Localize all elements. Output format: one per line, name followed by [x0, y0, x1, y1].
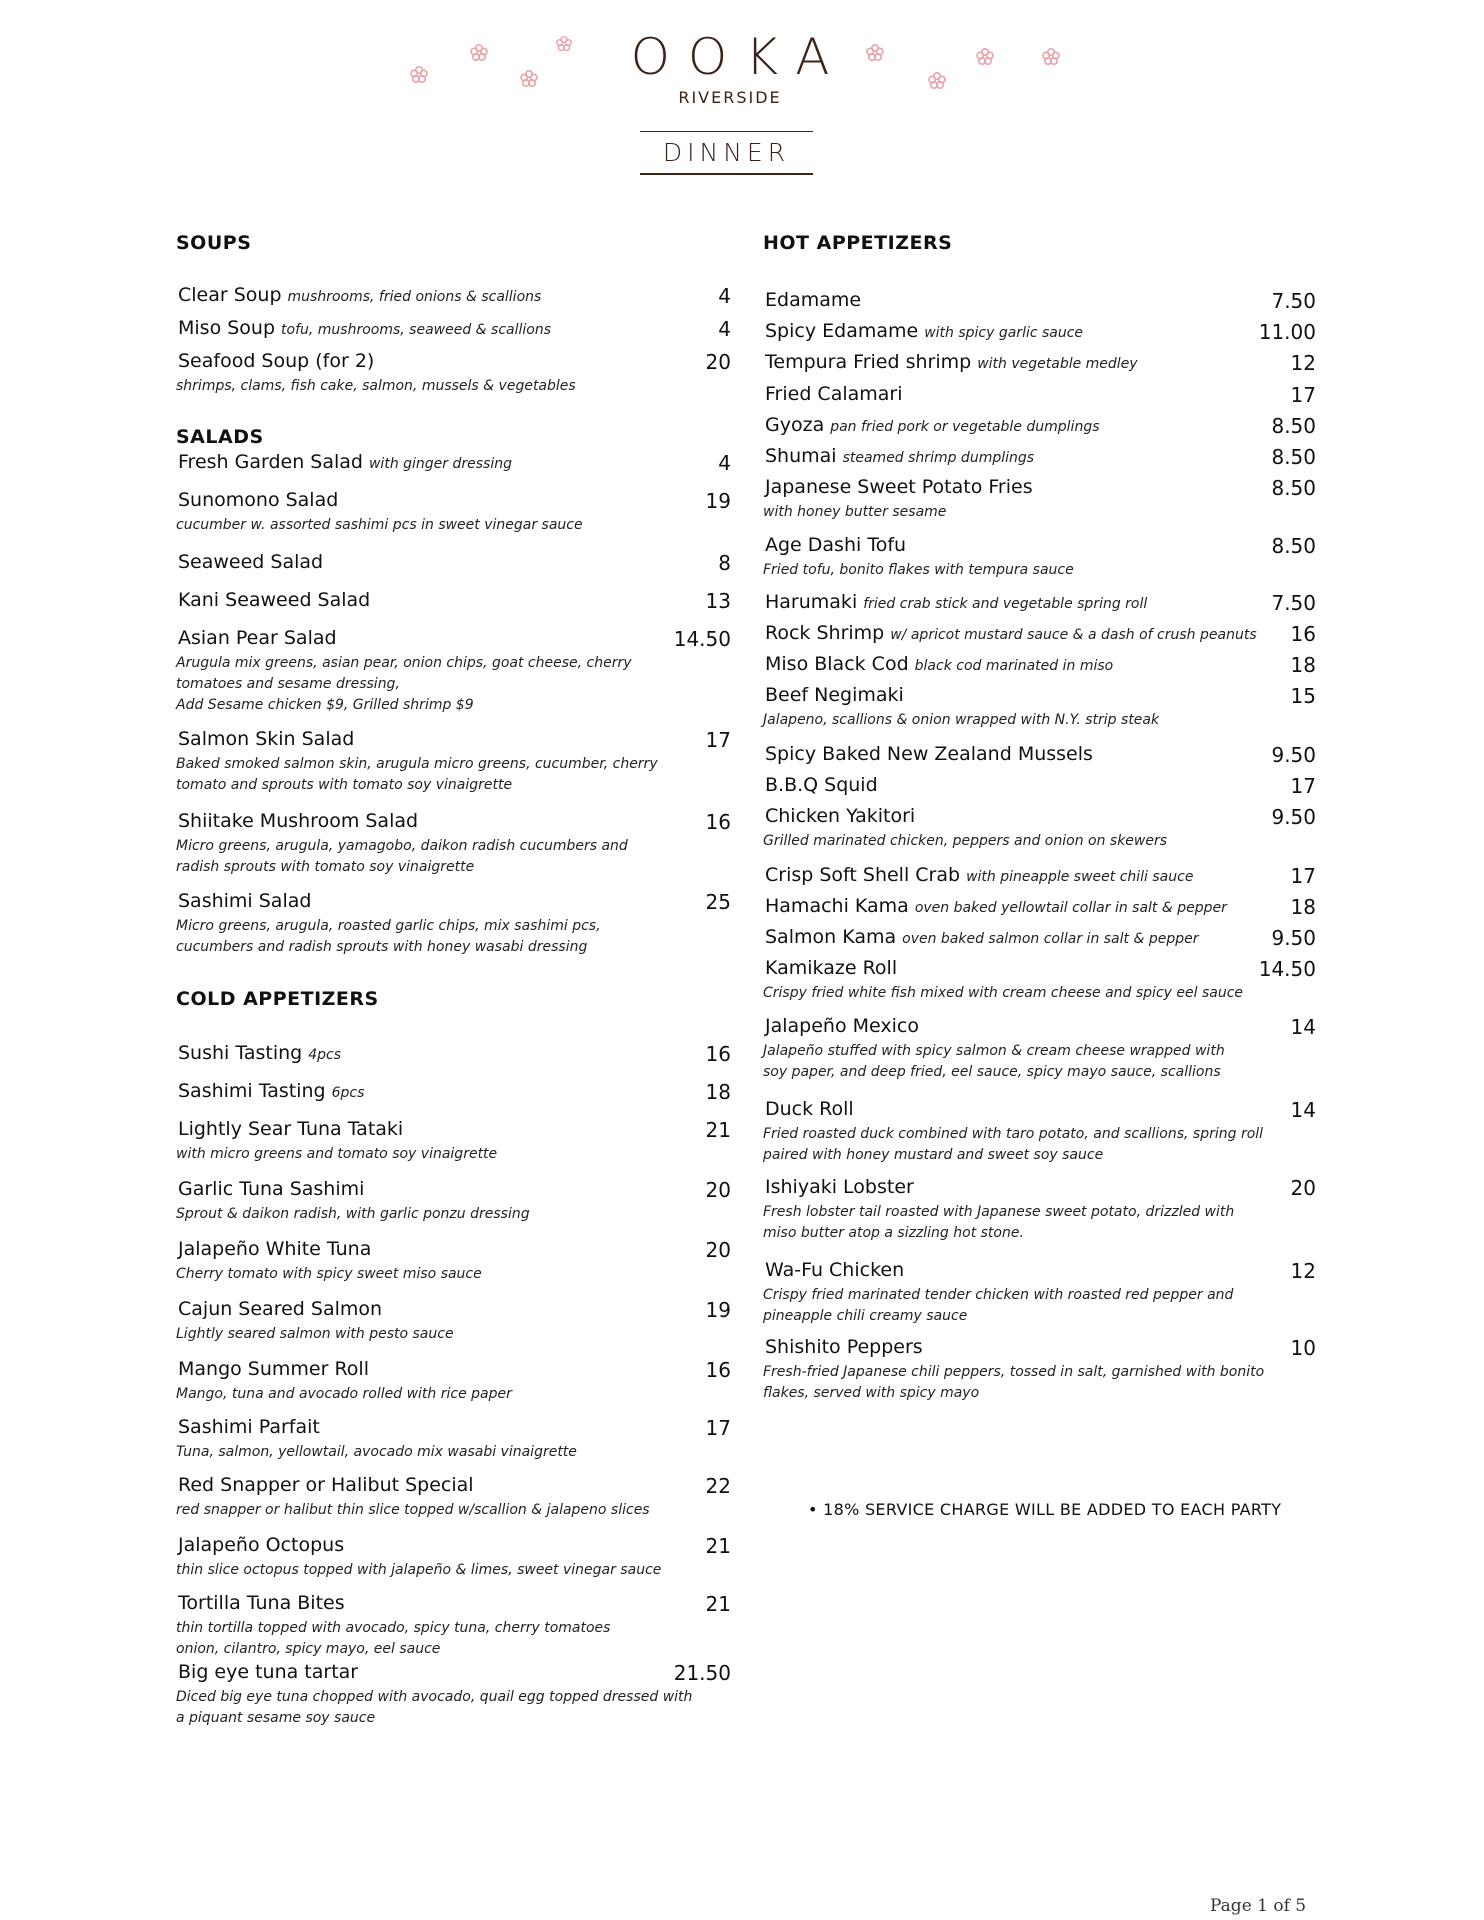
- menu-item-name: Big eye tuna tartar: [178, 1661, 359, 1683]
- menu-item-row: [763, 1259, 1316, 1285]
- menu-item-description: Micro greens, arugula, yamagobo, daikon radish cucumbers and: [176, 838, 628, 854]
- menu-item-description: Lightly seared salmon with pesto sauce: [176, 1326, 454, 1342]
- menu-item-name: Spicy Baked New Zealand Mussels: [765, 743, 1093, 765]
- menu-item-description: tomatoes and sesame dressing,: [176, 676, 400, 692]
- menu-item-price: 20: [705, 350, 731, 374]
- menu-item-row: [763, 1015, 1316, 1041]
- menu-item-price: 17: [1290, 864, 1316, 888]
- menu-item-price: 12: [1290, 351, 1316, 375]
- menu-item-name: Kamikaze Roll: [765, 957, 898, 979]
- menu-item-row: [176, 1238, 731, 1264]
- menu-item-row: [763, 684, 1316, 710]
- menu-item-note: 4pcs: [308, 1047, 341, 1063]
- menu-item-row: [176, 551, 731, 577]
- menu-item-price: 17: [1290, 774, 1316, 798]
- menu-item-row: [176, 1042, 731, 1068]
- cherry-blossom-icon: [926, 70, 948, 92]
- divider: [640, 173, 813, 175]
- menu-item-name: Shishito Peppers: [765, 1336, 923, 1358]
- menu-item-name: Spicy Edamame: [765, 320, 919, 342]
- menu-item: [176, 1661, 731, 1729]
- menu-item-row: [763, 805, 1316, 831]
- menu-item-price: 8: [718, 551, 731, 575]
- menu-item-price: 18: [1290, 895, 1316, 919]
- menu-item-name: Duck Roll: [765, 1098, 854, 1120]
- menu-item-description: red snapper or halibut thin slice topped w/scallion & jalapeno slices: [176, 1502, 650, 1518]
- cherry-blossom-icon: [974, 46, 996, 68]
- menu-item-name: Salmon Skin Salad: [178, 728, 355, 750]
- menu-item-description: Micro greens, arugula, roasted garlic chips, mix sashimi pcs,: [176, 918, 601, 934]
- menu-item-note: mushrooms, fried onions & scallions: [287, 289, 542, 305]
- menu-item-price: 18: [1290, 653, 1316, 677]
- menu-item-row: [763, 895, 1316, 921]
- menu-item-price: 20: [1290, 1176, 1316, 1200]
- menu-item: [763, 414, 1316, 440]
- menu-title: DINNER: [662, 138, 791, 167]
- menu-item-price: 20: [705, 1238, 731, 1262]
- menu-item-price: 8.50: [1271, 445, 1316, 469]
- menu-item-name: Jalapeño Mexico: [765, 1015, 919, 1037]
- menu-item-name: Tempura Fried shrimp: [765, 351, 972, 373]
- menu-item-name: Sashimi Parfait: [178, 1416, 320, 1438]
- menu-item-name: Sushi Tasting: [178, 1042, 303, 1064]
- menu-item-row: [176, 1298, 731, 1324]
- menu-item-name: Crisp Soft Shell Crab: [765, 864, 961, 886]
- menu-item-name: Kani Seaweed Salad: [178, 589, 371, 611]
- menu-item-description: Fresh-fried Japanese chili peppers, tossed in salt, garnished with bonito: [763, 1364, 1265, 1380]
- menu-item-row: [176, 1416, 731, 1442]
- location-name: RIVERSIDE: [678, 88, 782, 107]
- cherry-blossom-icon: [1040, 46, 1062, 68]
- menu-item-price: 8.50: [1271, 534, 1316, 558]
- menu-item-row: [176, 589, 731, 615]
- menu-item: [763, 383, 1316, 409]
- menu-item-name: Fresh Garden Salad: [178, 451, 363, 473]
- menu-item-note: w/ apricot mustard sauce & a dash of crush peanuts: [890, 627, 1257, 643]
- menu-item-price: 11.00: [1258, 320, 1316, 344]
- menu-item-price: 19: [705, 1298, 731, 1322]
- menu-item-row: [176, 890, 731, 916]
- menu-item: [176, 1080, 731, 1106]
- menu-item: [763, 1098, 1316, 1166]
- menu-item-name: Japanese Sweet Potato Fries: [765, 476, 1033, 498]
- menu-item-row: [763, 1176, 1316, 1202]
- menu-item-description: paired with honey mustard and sweet soy sauce: [763, 1147, 1104, 1163]
- menu-item: [176, 1534, 731, 1581]
- menu-item-name: Hamachi Kama: [765, 895, 909, 917]
- menu-item-row: [176, 627, 731, 653]
- menu-item: [176, 728, 731, 796]
- menu-item-price: 17: [705, 1416, 731, 1440]
- menu-item-price: 16: [1290, 622, 1316, 646]
- menu-item-note: with ginger dressing: [368, 456, 512, 472]
- menu-item-note: fried crab stick and vegetable spring roll: [863, 596, 1148, 612]
- menu-item: [176, 350, 731, 397]
- menu-item-row: [176, 1592, 731, 1618]
- menu-header: [0, 0, 1484, 190]
- menu-item: [176, 1118, 731, 1165]
- menu-item: [176, 1178, 731, 1225]
- menu-item-price: 17: [705, 728, 731, 752]
- menu-item-name: Beef Negimaki: [765, 684, 904, 706]
- menu-item-row: [763, 957, 1316, 983]
- menu-item-description: pineapple chili creamy sauce: [763, 1308, 968, 1324]
- menu-item: [176, 284, 731, 310]
- menu-item-note: 6pcs: [331, 1085, 365, 1101]
- menu-item-name: Rock Shrimp: [765, 622, 885, 644]
- menu-item-row: [176, 1080, 731, 1106]
- menu-item-name: Jalapeño White Tuna: [178, 1238, 372, 1260]
- menu-item-name: Seafood Soup (for 2): [178, 350, 375, 372]
- menu-item-name: Chicken Yakitori: [765, 805, 916, 827]
- menu-item-row: [763, 864, 1316, 890]
- menu-item: [176, 589, 731, 615]
- menu-item-row: [176, 284, 731, 310]
- menu-item: [763, 864, 1316, 890]
- section-heading-salads: SALADS: [176, 426, 264, 448]
- cherry-blossom-icon: [518, 68, 540, 90]
- menu-item-price: 22: [705, 1474, 731, 1498]
- menu-item-row: [763, 743, 1316, 769]
- menu-item: [763, 1259, 1316, 1327]
- menu-item: [176, 1042, 731, 1068]
- menu-item: [763, 653, 1316, 679]
- service-charge-note: • 18% SERVICE CHARGE WILL BE ADDED TO EACH PARTY: [808, 1500, 1282, 1519]
- menu-item: [763, 926, 1316, 952]
- cherry-blossom-icon: [554, 34, 574, 54]
- menu-item-price: 14.50: [673, 627, 731, 651]
- menu-item-row: [763, 622, 1316, 648]
- menu-item: [176, 1298, 731, 1345]
- menu-item-row: [176, 728, 731, 754]
- menu-item: [763, 591, 1316, 617]
- menu-item-row: [763, 926, 1316, 952]
- menu-item-description: Add Sesame chicken $9, Grilled shrimp $9: [176, 697, 474, 713]
- menu-item-price: 4: [718, 284, 731, 308]
- menu-item-description: Fresh lobster tail roasted with Japanese sweet potato, drizzled with: [763, 1204, 1235, 1220]
- menu-item-row: [763, 1336, 1316, 1362]
- menu-item-price: 21: [705, 1118, 731, 1142]
- menu-item-price: 4: [718, 317, 731, 341]
- menu-item-row: [176, 1474, 731, 1500]
- menu-item-name: Sashimi Tasting: [178, 1080, 326, 1102]
- menu-item-price: 10: [1290, 1336, 1316, 1360]
- menu-item-price: 12: [1290, 1259, 1316, 1283]
- cherry-blossom-icon: [468, 42, 490, 64]
- menu-item-name: Sunomono Salad: [178, 489, 339, 511]
- menu-item-description: Tuna, salmon, yellowtail, avocado mix wasabi vinaigrette: [176, 1444, 577, 1460]
- menu-item-name: Harumaki: [765, 591, 858, 613]
- menu-item-description: Crispy fried white fish mixed with cream cheese and spicy eel sauce: [763, 985, 1244, 1001]
- menu-item-description: soy paper, and deep fried, eel sauce, spicy mayo sauce, scallions: [763, 1064, 1221, 1080]
- menu-item-row: [763, 320, 1316, 346]
- menu-item-row: [176, 1661, 731, 1687]
- menu-item-description: with honey butter sesame: [763, 504, 947, 520]
- menu-item-description: thin tortilla topped with avocado, spicy tuna, cherry tomatoes: [176, 1620, 611, 1636]
- menu-item-price: 16: [705, 810, 731, 834]
- menu-item-note: steamed shrimp dumplings: [842, 450, 1035, 466]
- menu-item-name: Red Snapper or Halibut Special: [178, 1474, 474, 1496]
- menu-item-row: [176, 1534, 731, 1560]
- menu-item-name: Asian Pear Salad: [178, 627, 337, 649]
- menu-item-price: 21: [705, 1592, 731, 1616]
- menu-item-row: [763, 351, 1316, 377]
- menu-item-description: Sprout & daikon radish, with garlic ponzu dressing: [176, 1206, 530, 1222]
- menu-item-price: 21: [705, 1534, 731, 1558]
- menu-item-price: 7.50: [1271, 289, 1316, 313]
- menu-item: [763, 476, 1316, 523]
- menu-item: [176, 1358, 731, 1405]
- menu-item: [176, 1416, 731, 1463]
- section-heading-cold-appetizers: COLD APPETIZERS: [176, 988, 379, 1010]
- menu-item: [763, 320, 1316, 346]
- menu-item-price: 7.50: [1271, 591, 1316, 615]
- menu-item: [763, 351, 1316, 377]
- menu-item-price: 9.50: [1271, 926, 1316, 950]
- cherry-blossom-icon: [408, 64, 430, 86]
- menu-item-name: Wa-Fu Chicken: [765, 1259, 905, 1281]
- menu-item-note: with pineapple sweet chili sauce: [966, 869, 1194, 885]
- menu-item: [176, 451, 731, 477]
- menu-item-row: [763, 534, 1316, 560]
- menu-item-name: Lightly Sear Tuna Tataki: [178, 1118, 404, 1140]
- menu-item-price: 25: [705, 890, 731, 914]
- menu-item-description: radish sprouts with tomato soy vinaigrette: [176, 859, 475, 875]
- menu-item-price: 9.50: [1271, 805, 1316, 829]
- menu-item-row: [176, 317, 731, 343]
- menu-item-row: [763, 476, 1316, 502]
- menu-item-row: [176, 1178, 731, 1204]
- menu-item-row: [176, 350, 731, 376]
- menu-item-row: [763, 289, 1316, 315]
- menu-item: [763, 684, 1316, 731]
- menu-item: [176, 1474, 731, 1521]
- menu-item-description: Jalapeno, scallions & onion wrapped with N.Y. strip steak: [763, 712, 1160, 728]
- menu-item-name: Salmon Kama: [765, 926, 897, 948]
- menu-item: [763, 1015, 1316, 1083]
- menu-item-description: miso butter atop a sizzling hot stone.: [763, 1225, 1024, 1241]
- menu-item: [176, 1592, 731, 1660]
- menu-item-description: flakes, served with spicy mayo: [763, 1385, 980, 1401]
- menu-item-price: 18: [705, 1080, 731, 1104]
- menu-item-price: 8.50: [1271, 476, 1316, 500]
- menu-item-name: Miso Soup: [178, 317, 276, 339]
- menu-item-description: with micro greens and tomato soy vinaigrette: [176, 1146, 498, 1162]
- menu-item-name: Miso Black Cod: [765, 653, 909, 675]
- menu-item-row: [176, 810, 731, 836]
- menu-item-price: 20: [705, 1178, 731, 1202]
- menu-item-name: Mango Summer Roll: [178, 1358, 369, 1380]
- menu-item: [176, 627, 731, 716]
- menu-item-note: with spicy garlic sauce: [924, 325, 1084, 341]
- menu-item-price: 16: [705, 1042, 731, 1066]
- menu-item-price: 14: [1290, 1098, 1316, 1122]
- menu-item-note: pan fried pork or vegetable dumplings: [830, 419, 1100, 435]
- menu-item-description: Grilled marinated chicken, peppers and onion on skewers: [763, 833, 1168, 849]
- menu-item-name: Fried Calamari: [765, 383, 903, 405]
- menu-item-price: 14.50: [1258, 957, 1316, 981]
- menu-item-note: oven baked salmon collar in salt & pepper: [902, 931, 1199, 947]
- menu-item: [763, 957, 1316, 1004]
- menu-item-name: Edamame: [765, 289, 862, 311]
- menu-item-row: [763, 445, 1316, 471]
- menu-item-description: tomato and sprouts with tomato soy vinaigrette: [176, 777, 513, 793]
- menu-item: [176, 489, 731, 536]
- menu-item-description: Fried roasted duck combined with taro potato, and scallions, spring roll: [763, 1126, 1264, 1142]
- menu-item: [763, 289, 1316, 315]
- menu-item-price: 15: [1290, 684, 1316, 708]
- menu-item: [176, 551, 731, 577]
- menu-item-price: 8.50: [1271, 414, 1316, 438]
- menu-item: [176, 317, 731, 343]
- menu-item-name: Cajun Seared Salmon: [178, 1298, 383, 1320]
- menu-item: [763, 445, 1316, 471]
- menu-item-row: [763, 1098, 1316, 1124]
- section-heading-soups: SOUPS: [176, 232, 252, 254]
- menu-item: [763, 805, 1316, 852]
- menu-item-description: thin slice octopus topped with jalapeño & limes, sweet vinegar sauce: [176, 1562, 662, 1578]
- menu-item-price: 21.50: [673, 1661, 731, 1685]
- menu-item-description: cucumbers and radish sprouts with honey wasabi dressing: [176, 939, 588, 955]
- menu-item-price: 16: [705, 1358, 731, 1382]
- menu-item: [763, 534, 1316, 581]
- menu-item-row: [176, 451, 731, 477]
- menu-item: [763, 1176, 1316, 1244]
- menu-item-name: Seaweed Salad: [178, 551, 324, 573]
- menu-item-name: Ishiyaki Lobster: [765, 1176, 914, 1198]
- menu-item-price: 17: [1290, 383, 1316, 407]
- menu-item-note: black cod marinated in miso: [914, 658, 1114, 674]
- menu-item-name: Age Dashi Tofu: [765, 534, 907, 556]
- menu-item-description: Baked smoked salmon skin, arugula micro greens, cucumber, cherry: [176, 756, 658, 772]
- menu-item-name: Jalapeño Octopus: [178, 1534, 345, 1556]
- menu-item-description: Jalapeño stuffed with spicy salmon & cream cheese wrapped with: [763, 1043, 1225, 1059]
- menu-item-note: oven baked yellowtail collar in salt & pepper: [914, 900, 1227, 916]
- divider: [640, 131, 813, 132]
- menu-item-row: [763, 653, 1316, 679]
- menu-item-description: shrimps, clams, fish cake, salmon, mussels & vegetables: [176, 378, 576, 394]
- menu-item-name: Shumai: [765, 445, 837, 467]
- page-number: Page 1 of 5: [1210, 1896, 1307, 1916]
- menu-item-row: [763, 774, 1316, 800]
- menu-item-description: Mango, tuna and avocado rolled with rice paper: [176, 1386, 512, 1402]
- menu-item-row: [176, 489, 731, 515]
- menu-item-row: [763, 591, 1316, 617]
- menu-item-description: Diced big eye tuna chopped with avocado, quail egg topped dressed with: [176, 1689, 693, 1705]
- menu-item-description: onion, cilantro, spicy mayo, eel sauce: [176, 1641, 441, 1657]
- menu-item: [763, 895, 1316, 921]
- menu-item-note: with vegetable medley: [977, 356, 1138, 372]
- menu-item-name: Tortilla Tuna Bites: [178, 1592, 345, 1614]
- menu-item: [176, 810, 731, 878]
- menu-item: [176, 1238, 731, 1285]
- menu-item-description: cucumber w. assorted sashimi pcs in sweet vinegar sauce: [176, 517, 583, 533]
- brand-logo: OOKA: [630, 28, 848, 86]
- menu-item-description: Cherry tomato with spicy sweet miso sauce: [176, 1266, 482, 1282]
- menu-item-description: Fried tofu, bonito flakes with tempura sauce: [763, 562, 1074, 578]
- menu-item-description: Crispy fried marinated tender chicken with roasted red pepper and: [763, 1287, 1234, 1303]
- menu-item-description: Arugula mix greens, asian pear, onion chips, goat cheese, cherry: [176, 655, 632, 671]
- menu-item: [763, 743, 1316, 769]
- menu-item-description: a piquant sesame soy sauce: [176, 1710, 376, 1726]
- menu-item-price: 14: [1290, 1015, 1316, 1039]
- menu-item: [176, 890, 731, 958]
- menu-item-name: Sashimi Salad: [178, 890, 312, 912]
- section-heading-hot-appetizers: HOT APPETIZERS: [763, 232, 953, 254]
- menu-item-row: [176, 1118, 731, 1144]
- menu-item-name: B.B.Q Squid: [765, 774, 878, 796]
- menu-item-price: 9.50: [1271, 743, 1316, 767]
- cherry-blossom-icon: [864, 42, 886, 64]
- menu-item-row: [763, 414, 1316, 440]
- menu-item-name: Garlic Tuna Sashimi: [178, 1178, 365, 1200]
- menu-item: [763, 622, 1316, 648]
- menu-item-row: [763, 383, 1316, 409]
- menu-item-name: Gyoza: [765, 414, 825, 436]
- menu-item-price: 19: [705, 489, 731, 513]
- menu-item-name: Shiitake Mushroom Salad: [178, 810, 419, 832]
- menu-item-name: Clear Soup: [178, 284, 282, 306]
- menu-item-price: 13: [705, 589, 731, 613]
- menu-item: [763, 774, 1316, 800]
- menu-item-note: tofu, mushrooms, seaweed & scallions: [281, 322, 552, 338]
- menu-item-row: [176, 1358, 731, 1384]
- menu-item-price: 4: [718, 451, 731, 475]
- menu-item: [763, 1336, 1316, 1404]
